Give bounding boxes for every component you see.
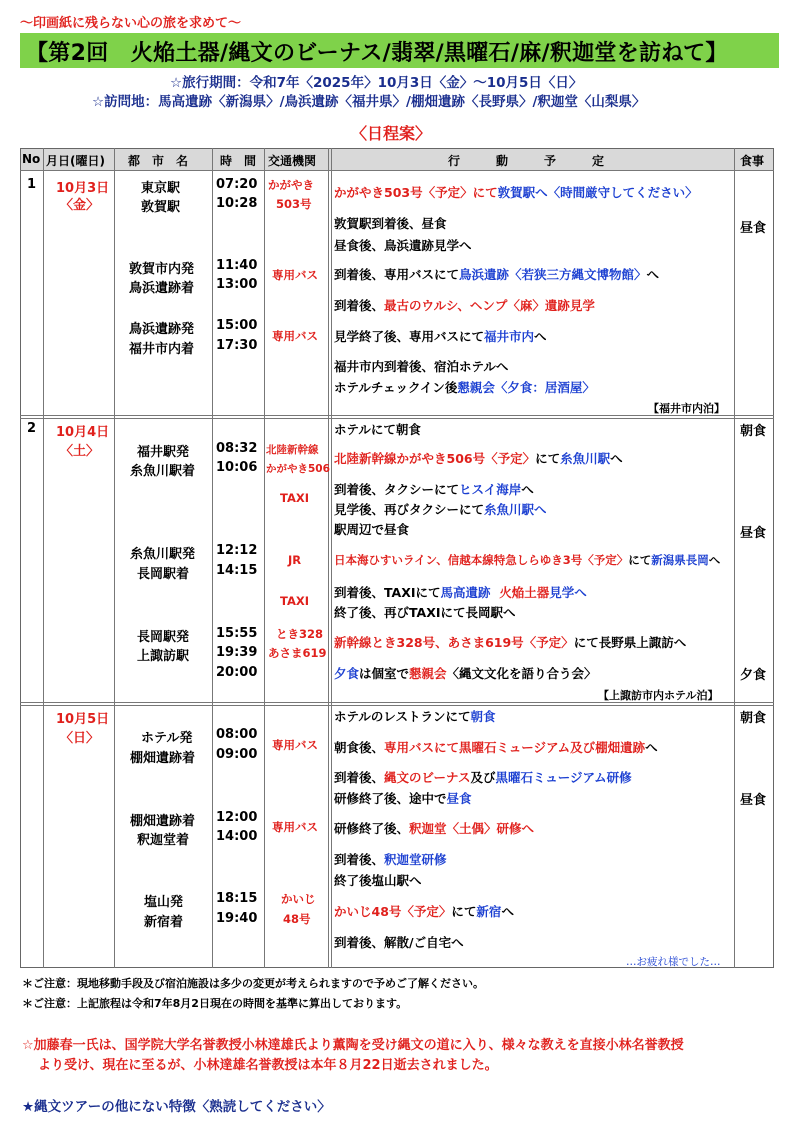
activity-part: 到着後、 xyxy=(334,770,385,785)
activity xyxy=(334,183,698,201)
activity-part: かがやき503号〈予定〉にて xyxy=(334,185,498,200)
col-divider xyxy=(328,148,332,968)
caution-note-2: ＊ご注意：上記旅程は令和7年8月2日現在の時間を基準に算出しております。 xyxy=(22,997,408,1010)
meal: 夕食 xyxy=(740,668,767,683)
activity xyxy=(334,500,547,518)
visit-places: ☆訪問地：馬高遺跡〈新潟県〉/鳥浜遺跡〈福井県〉/棚畑遺跡〈長野県〉/釈迦堂〈山梨県〉 xyxy=(92,94,646,110)
day-date: 10月5日 xyxy=(56,712,110,727)
activity-part: 日本海ひすいライン、信越本線特急しらゆき3号〈予定〉 xyxy=(334,553,629,567)
activity-part: へ xyxy=(645,740,658,755)
transport: 48号 xyxy=(283,912,311,926)
transport: 専用バス xyxy=(272,268,318,282)
activity xyxy=(334,819,534,837)
activity-part: へ xyxy=(534,329,547,344)
activity-part: にて xyxy=(451,904,477,919)
activity xyxy=(334,265,659,283)
transport: あさま619 xyxy=(268,646,327,660)
activity-part: 新宿 xyxy=(476,904,502,919)
time: 13:00 xyxy=(216,277,258,292)
city: 糸魚川駅発 xyxy=(130,547,196,562)
activity-part: 新潟県長岡 xyxy=(651,553,709,567)
activity xyxy=(334,552,720,568)
time: 17:30 xyxy=(216,338,258,353)
col-header-transport: 交通機関 xyxy=(268,154,317,168)
activity-part: かいじ48号〈予定〉 xyxy=(334,904,452,919)
activity: 終了後、再びTAXIにて長岡駅へ xyxy=(334,605,516,620)
city: 長岡駅着 xyxy=(137,567,190,582)
col-header-city: 都 市 名 xyxy=(128,154,189,168)
meal: 昼食 xyxy=(740,221,767,236)
activity-part: 敦賀駅へ〈時間厳守してください〉 xyxy=(497,185,698,200)
transport: 503号 xyxy=(276,197,312,211)
activity-part: 到着後、専用バスにて xyxy=(334,267,460,282)
activity xyxy=(334,902,514,920)
activity-part: へ xyxy=(610,451,623,466)
city: 鳥浜遺跡着 xyxy=(129,281,195,296)
activity-part: 朝食 xyxy=(470,709,496,724)
time: 18:15 xyxy=(216,891,258,906)
activity-part: 研修終了後、途中で xyxy=(334,791,447,806)
time: 12:12 xyxy=(216,543,258,558)
col-header-activity: 行 動 予 定 xyxy=(448,154,605,168)
activity-part: 到着後、 xyxy=(334,298,385,313)
activity: 駅周辺で昼食 xyxy=(334,522,410,537)
stay-note: 【福井市内泊】 xyxy=(648,402,725,415)
time: 08:00 xyxy=(216,727,258,742)
transport: TAXI xyxy=(280,491,309,505)
transport: 専用バス xyxy=(272,329,318,343)
transport: 専用バス xyxy=(272,738,318,752)
meal: 朝食 xyxy=(740,424,767,439)
activity xyxy=(334,768,632,786)
activity-part: にて長野県上諏訪へ xyxy=(573,635,687,650)
activity: 敦賀駅到着後、昼食 xyxy=(334,216,447,231)
time: 10:06 xyxy=(216,460,258,475)
col-divider xyxy=(212,148,213,968)
activity-part: ホテルのレストランにて xyxy=(334,709,471,724)
day-no: 1 xyxy=(27,177,37,192)
activity xyxy=(334,296,595,314)
city: 東京駅 xyxy=(141,181,181,196)
activity-part: へ xyxy=(501,904,514,919)
activity xyxy=(334,327,547,345)
activity-part: にて xyxy=(535,451,561,466)
time: 08:32 xyxy=(216,441,258,456)
col-header-date: 月日(曜日) xyxy=(46,154,105,168)
activity-part: 見学後、再びタクシーにて xyxy=(334,502,485,517)
transport: JR xyxy=(288,553,302,567)
day-dow: 〈土〉 xyxy=(60,444,100,459)
activity: 到着後、解散/ご自宅へ xyxy=(334,935,464,950)
activity xyxy=(334,707,496,725)
time: 14:15 xyxy=(216,563,258,578)
activity-part: ヒスイ海岸 xyxy=(459,482,522,497)
activity: 終了後塩山駅へ xyxy=(334,873,422,888)
schedule-heading: 〈日程案〉 xyxy=(351,124,432,143)
col-divider xyxy=(734,148,735,968)
city: 長岡駅発 xyxy=(137,630,190,645)
activity-part: にて xyxy=(628,553,652,567)
day-dow: 〈金〉 xyxy=(60,198,100,213)
time: 12:00 xyxy=(216,810,258,825)
time: 09:00 xyxy=(216,747,258,762)
activity xyxy=(334,633,686,651)
page-title: 【第2回 火焔土器/縄文のビーナス/翡翠/黒曜石/麻/釈迦堂を訪ねて】 xyxy=(26,41,728,66)
time: 11:40 xyxy=(216,258,258,273)
activity-part: 糸魚川駅へ xyxy=(484,502,547,517)
feature-heading: ★縄文ツアーの他にない特徴〈熟読してください〉 xyxy=(22,1099,331,1115)
activity-part: 黒曜石ミュージアム研修 xyxy=(495,770,632,785)
city: 上諏訪駅 xyxy=(137,649,190,664)
activity: 福井市内到着後、宿泊ホテルへ xyxy=(334,359,509,374)
city: ホテル発 xyxy=(141,731,193,746)
activity-part: 見学終了後、専用バスにて xyxy=(334,329,485,344)
time: 15:00 xyxy=(216,318,258,333)
meal: 昼食 xyxy=(740,526,767,541)
time: 10:28 xyxy=(216,196,258,211)
transport: かいじ xyxy=(281,892,316,906)
activity-part: へ xyxy=(708,553,721,567)
col-divider xyxy=(43,148,44,968)
stay-note: 【上諏訪市内ホテル泊】 xyxy=(598,689,719,702)
transport: TAXI xyxy=(280,594,309,608)
city: 棚畑遺跡着 xyxy=(130,814,196,829)
col-divider xyxy=(264,148,265,968)
activity xyxy=(334,738,658,756)
day-date: 10月4日 xyxy=(56,425,110,440)
city: 糸魚川駅着 xyxy=(130,464,196,479)
col-header-meal: 食事 xyxy=(740,154,765,168)
city: 新宿着 xyxy=(144,915,184,930)
meal: 朝食 xyxy=(740,711,767,726)
activity-part: へ xyxy=(646,267,660,282)
travel-period: ☆旅行期間：令和7年〈2025年〉10月3日〈金〉〜10月5日〈日〉 xyxy=(170,75,583,91)
activity-part: 及び xyxy=(470,770,496,785)
time: 14:00 xyxy=(216,829,258,844)
activity xyxy=(334,449,623,467)
activity-part: 到着後、TAXIにて xyxy=(334,585,441,600)
activity-part: 〈縄文文化を語り合う会〉 xyxy=(446,666,597,681)
city: 鳥浜遺跡発 xyxy=(129,322,195,337)
activity-part: 懇親会 xyxy=(409,666,447,681)
tagline: 〜印画紙に残らない心の旅を求めて〜 xyxy=(20,16,242,31)
day-dow: 〈日〉 xyxy=(60,731,100,746)
activity-part: 専用バスにて黒曜石ミュージアム及び棚畑遺跡 xyxy=(384,740,646,755)
time: 20:00 xyxy=(216,665,258,680)
city: 棚畑遺跡着 xyxy=(130,751,196,766)
city: 敦賀市内発 xyxy=(129,262,195,277)
activity-part: 昼食 xyxy=(446,791,472,806)
activity-part: 懇親会〈夕食：居酒屋〉 xyxy=(457,380,595,395)
activity-part: ホテルチェックイン後 xyxy=(334,380,458,395)
activity xyxy=(334,583,587,601)
activity: 昼食後、鳥浜遺跡見学へ xyxy=(334,238,472,253)
activity-part: へ xyxy=(521,482,534,497)
col-header-no: No xyxy=(22,152,41,166)
activity-part: は個室で xyxy=(359,666,410,681)
activity xyxy=(334,664,597,682)
city: 福井駅発 xyxy=(137,445,190,460)
day-date: 10月3日 xyxy=(56,181,110,196)
transport: 専用バス xyxy=(272,820,318,834)
activity-part: 到着後、 xyxy=(334,852,385,867)
activity-part: 鳥浜遺跡〈若狭三方縄文博物館〉 xyxy=(459,267,647,282)
activity-part: 縄文のビーナス xyxy=(384,770,471,785)
activity xyxy=(334,789,472,807)
activity xyxy=(334,480,534,498)
city: 釈迦堂着 xyxy=(137,833,190,848)
activity-part: 北陸新幹線かがやき506号〈予定〉 xyxy=(334,451,536,466)
activity-part: 釈迦堂〈土偶〉研修へ xyxy=(409,821,535,836)
activity xyxy=(334,378,595,396)
caution-note-1: ＊ご注意：現地移動手段及び宿泊施設は多少の変更が考えられますので予めご了解ください。 xyxy=(22,977,484,990)
closing-note: …お疲れ様でした… xyxy=(626,956,721,968)
activity-part: 釈迦堂研修 xyxy=(384,852,447,867)
activity xyxy=(334,850,447,868)
activity-part: 最古のウルシ、ヘンプ〈麻〉遺跡見学 xyxy=(384,298,595,313)
transport: とき328 xyxy=(276,627,324,641)
city: 敦賀駅 xyxy=(141,200,181,215)
activity-part: 見学へ xyxy=(549,585,587,600)
row-divider xyxy=(20,170,774,171)
col-header-time: 時 間 xyxy=(220,154,257,168)
activity-part: 夕食 xyxy=(334,666,360,681)
city: 福井市内着 xyxy=(129,342,195,357)
activity-part: 糸魚川駅 xyxy=(560,451,611,466)
city: 塩山発 xyxy=(144,895,184,910)
activity-part: 朝食後、 xyxy=(334,740,385,755)
transport: かがやき xyxy=(268,178,314,192)
time: 07:20 xyxy=(216,177,258,192)
time: 19:39 xyxy=(216,645,258,660)
footer-remark-1: ☆加藤春一氏は、国学院大学名誉教授小林達雄氏より薫陶を受け縄文の道に入り、様々な教えを直接小林名誉教授 xyxy=(22,1038,684,1053)
col-divider xyxy=(114,148,115,968)
footer-remark-2: より受け、現在に至るが、小林達雄名誉教授は本年８月22日逝去されました。 xyxy=(38,1058,498,1073)
activity-part: 新幹線とき328号、あさま619号〈予定〉 xyxy=(334,635,574,650)
time: 19:40 xyxy=(216,911,258,926)
time: 15:55 xyxy=(216,626,258,641)
activity-part: 福井市内 xyxy=(484,329,535,344)
activity: ホテルにて朝食 xyxy=(334,422,421,437)
activity-part: 馬高遺跡 xyxy=(440,585,491,600)
day-no: 2 xyxy=(27,421,37,436)
activity-part: 火焔土器 xyxy=(499,585,550,600)
meal: 昼食 xyxy=(740,793,767,808)
activity-part: 到着後、タクシーにて xyxy=(334,482,460,497)
activity-part: 研修終了後、 xyxy=(334,821,410,836)
transport: 北陸新幹線 xyxy=(266,444,319,456)
transport: かがやき506 xyxy=(266,463,330,475)
